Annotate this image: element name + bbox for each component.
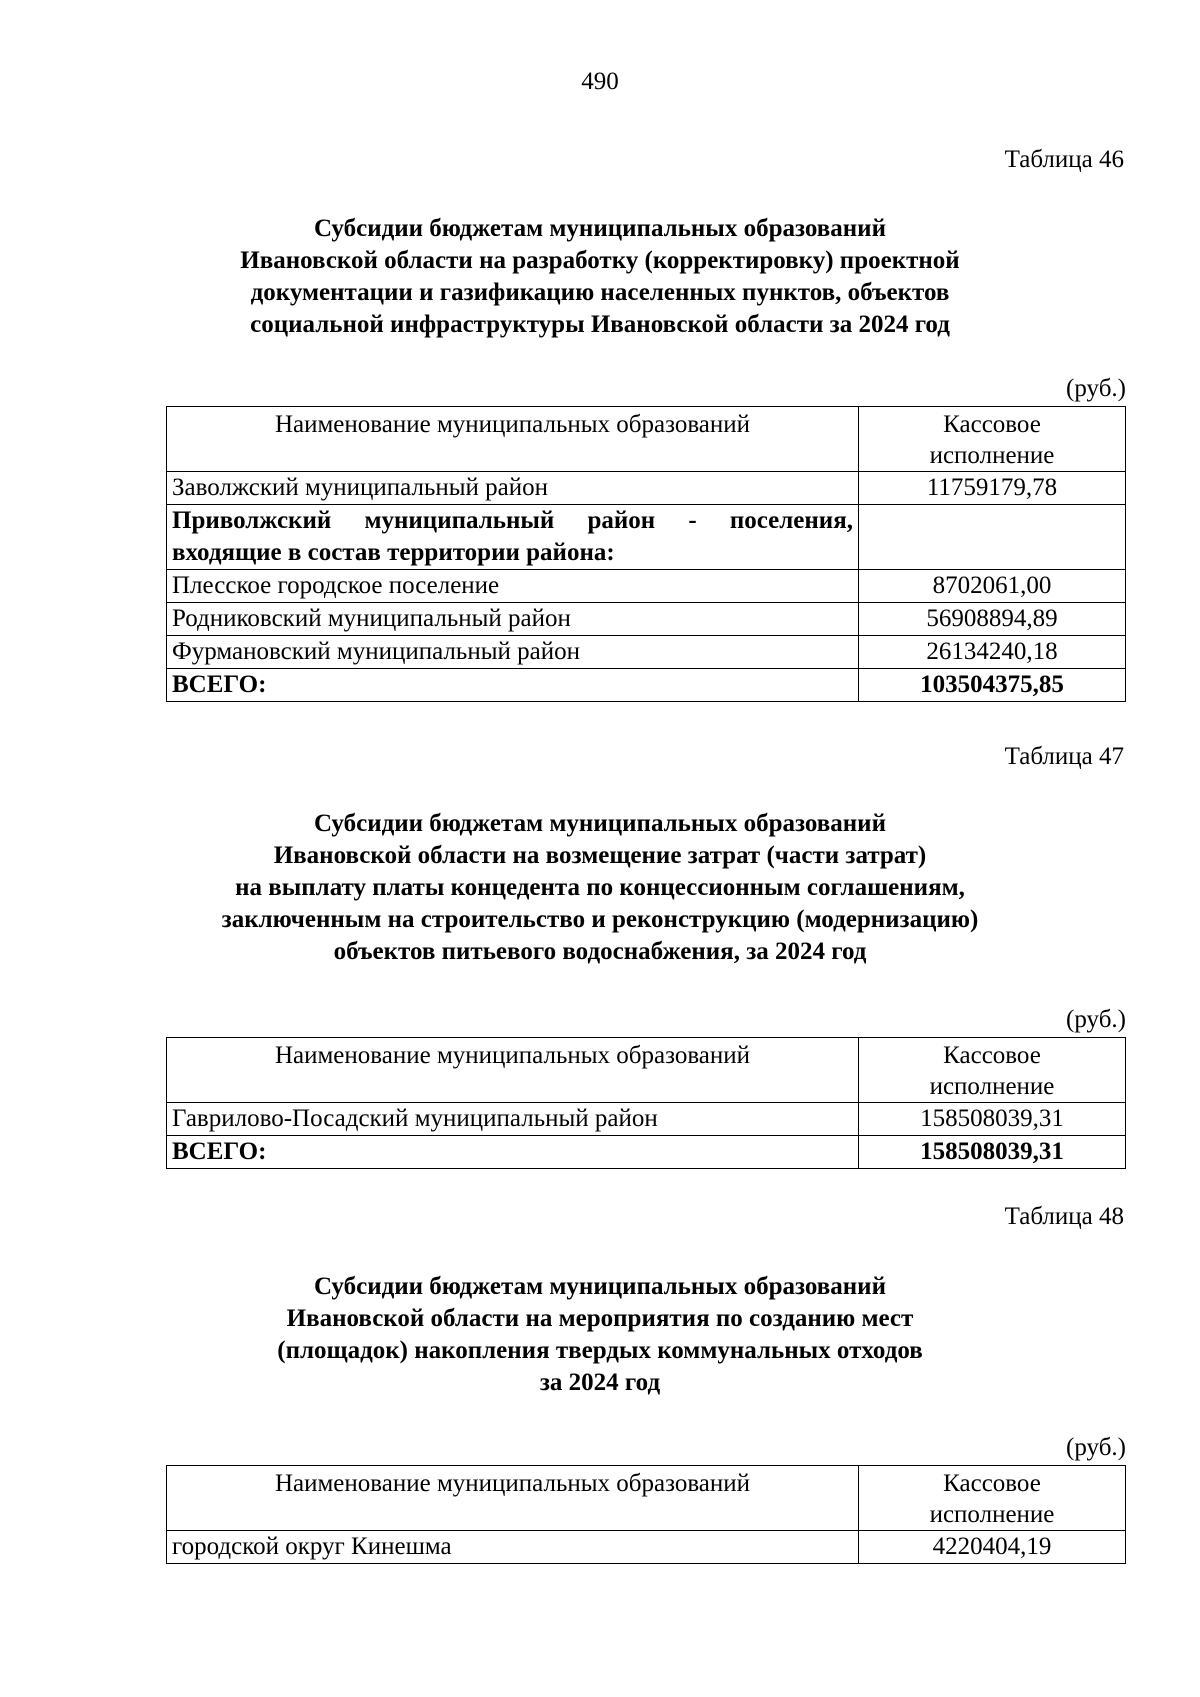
- title-line: объектов питьевого водоснабжения, за 2024 год: [333, 938, 867, 965]
- table-header-row: [167, 1466, 1126, 1531]
- row-name: городской округ Кинешма: [167, 1531, 859, 1564]
- row-name: Заволжский муниципальный район: [167, 472, 859, 505]
- row-amount: 4220404,19: [859, 1531, 1126, 1564]
- total-label: ВСЕГО:: [167, 669, 859, 702]
- title-line: заключенным на строительство и реконструкцию (модернизацию): [221, 906, 979, 933]
- header-amount: [859, 1466, 1126, 1531]
- table-47-title: [100, 808, 1100, 968]
- table-48-unit: (руб.): [1066, 1434, 1126, 1461]
- title-line: Ивановской области на возмещение затрат (части затрат): [273, 842, 927, 869]
- header-name: Наименование муниципальных образований: [167, 1038, 859, 1103]
- table-47-unit: (руб.): [1066, 1006, 1126, 1033]
- table-48: [166, 1465, 1126, 1564]
- table-47: [166, 1037, 1126, 1169]
- table-46: [166, 406, 1126, 702]
- header-name: Наименование муниципальных образований: [167, 1466, 859, 1531]
- table-row: [167, 472, 1126, 505]
- header-amount-line1: Кассовое: [943, 1470, 1041, 1497]
- header-name: Наименование муниципальных образований: [167, 407, 859, 472]
- title-line: Субсидии бюджетам муниципальных образований: [314, 1273, 886, 1300]
- table-46-unit: (руб.): [1066, 375, 1126, 402]
- table-header-row: [167, 1038, 1126, 1103]
- header-amount: [859, 407, 1126, 472]
- page-number: 490: [581, 68, 619, 95]
- row-amount: 26134240,18: [859, 636, 1126, 669]
- total-amount: 158508039,31: [859, 1136, 1126, 1169]
- row-amount: [859, 505, 1126, 570]
- row-name: [167, 505, 859, 570]
- table-row: [167, 636, 1126, 669]
- title-line: социальной инфраструктуры Ивановской области за 2024 год: [250, 311, 950, 338]
- title-line: Субсидии бюджетам муниципальных образований: [314, 215, 886, 242]
- table-row: [167, 570, 1126, 603]
- table-row: [167, 603, 1126, 636]
- row-amount: 158508039,31: [859, 1103, 1126, 1136]
- table-47-label: Таблица 47: [1004, 743, 1124, 770]
- title-line: документации и газификацию населенных пунктов, объектов: [250, 279, 950, 306]
- row-name: Родниковский муниципальный район: [167, 603, 859, 636]
- row-name: Плесское городское поселение: [167, 570, 859, 603]
- total-amount: 103504375,85: [859, 669, 1126, 702]
- header-amount-line2: исполнение: [929, 1073, 1055, 1100]
- table-total-row: [167, 1136, 1126, 1169]
- title-line: за 2024 год: [539, 1369, 661, 1396]
- title-line: Ивановской области на мероприятия по созданию мест: [286, 1305, 914, 1332]
- total-label: ВСЕГО:: [167, 1136, 859, 1169]
- row-name: Гаврилово-Посадский муниципальный район: [167, 1103, 859, 1136]
- table-row: [167, 505, 1126, 570]
- table-header-row: [167, 407, 1126, 472]
- title-line: на выплату платы концедента по концессионным соглашениям,: [235, 874, 965, 901]
- title-line: Субсидии бюджетам муниципальных образований: [314, 810, 886, 837]
- table-48-label: Таблица 48: [1004, 1203, 1124, 1230]
- table-total-row: [167, 669, 1126, 702]
- header-amount: [859, 1038, 1126, 1103]
- table-46-title: [100, 213, 1100, 341]
- header-amount-line2: исполнение: [929, 442, 1055, 469]
- title-line: (площадок) накопления твердых коммунальных отходов: [277, 1337, 923, 1364]
- header-amount-line2: исполнение: [929, 1501, 1055, 1528]
- row-name-line1: Приволжский муниципальный район - поселения,: [172, 507, 853, 534]
- table-row: [167, 1103, 1126, 1136]
- header-amount-line1: Кассовое: [943, 411, 1041, 438]
- header-amount-line1: Кассовое: [943, 1042, 1041, 1069]
- row-name: Фурмановский муниципальный район: [167, 636, 859, 669]
- table-48-title: [100, 1271, 1100, 1399]
- row-amount: 56908894,89: [859, 603, 1126, 636]
- row-name-line2: входящие в состав территории района:: [172, 539, 615, 566]
- row-amount: 11759179,78: [859, 472, 1126, 505]
- table-row: [167, 1531, 1126, 1564]
- table-46-label: Таблица 46: [1004, 146, 1124, 173]
- title-line: Ивановской области на разработку (корректировку) проектной: [240, 247, 960, 274]
- row-amount: 8702061,00: [859, 570, 1126, 603]
